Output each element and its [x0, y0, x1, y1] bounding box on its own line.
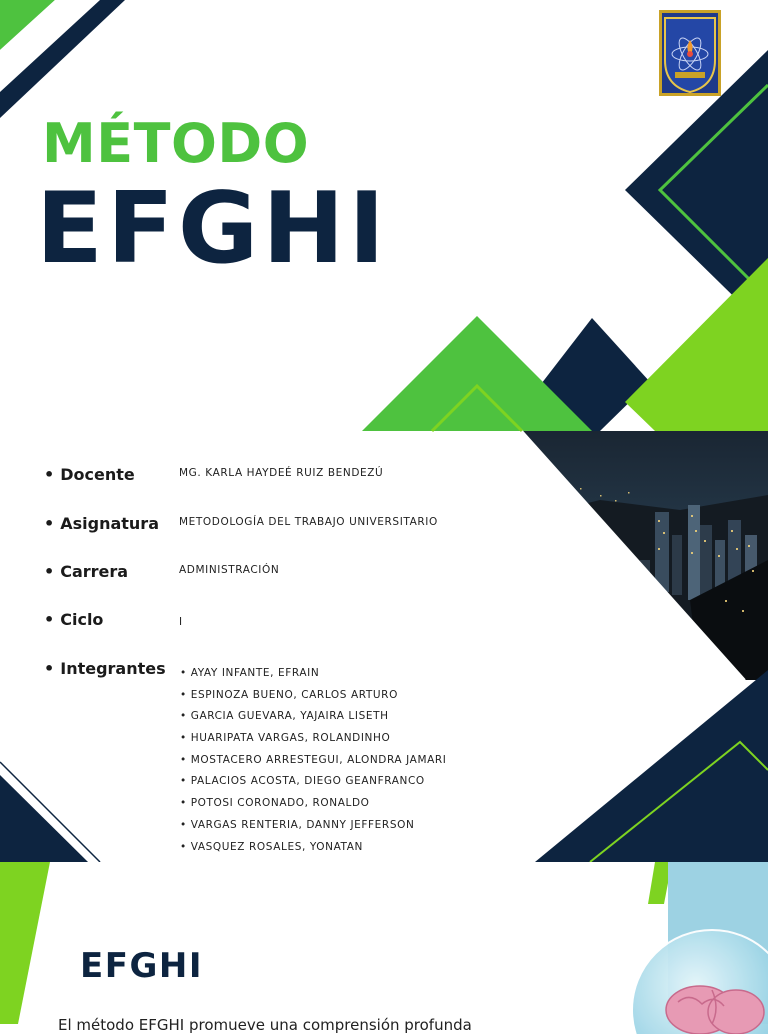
docente-label: • Docente	[44, 465, 174, 484]
list-item: • VARGAS RENTERIA, DANNY JEFFERSON	[180, 816, 446, 838]
list-item: • GARCIA GUEVARA, YAJAIRA LISETH	[180, 707, 446, 729]
ciclo-label: • Ciclo	[44, 610, 174, 629]
asignatura-value: METODOLOGÍA DEL TRABAJO UNIVERSITARIO	[179, 516, 438, 528]
content-page	[0, 862, 768, 1034]
carrera-value: ADMINISTRACIÓN	[179, 564, 280, 576]
left-lime-stripe	[0, 862, 50, 1024]
bottom-left-navy	[0, 775, 88, 862]
bottom-right-navy	[535, 670, 768, 862]
members-list	[180, 664, 446, 859]
asignatura-label: • Asignatura	[44, 514, 174, 533]
list-item: • HUARIPATA VARGAS, ROLANDINHO	[180, 729, 446, 751]
list-item: • PALACIOS ACOSTA, DIEGO GEANFRANCO	[180, 772, 446, 794]
section-text: El método EFGHI promueve una comprensión profunda	[58, 1016, 472, 1034]
list-item: • MOSTACERO ARRESTEGUI, ALONDRA JAMARI	[180, 751, 446, 773]
integrantes-label: • Integrantes	[44, 659, 174, 678]
city-night-photo	[520, 431, 768, 681]
title-metodo: MÉTODO	[42, 112, 310, 175]
carrera-label: • Carrera	[44, 562, 174, 581]
lime-triangle	[625, 258, 768, 431]
brain-icon	[666, 986, 764, 1034]
list-item: • AYAY INFANTE, EFRAIN	[180, 664, 446, 686]
list-item: • VASQUEZ ROSALES, YONATAN	[180, 838, 446, 860]
list-item: • POTOSI CORONADO, RONALDO	[180, 794, 446, 816]
ciclo-value: I	[179, 616, 183, 628]
section-heading: EFGHI	[80, 946, 203, 986]
page2-decoration	[0, 862, 768, 1024]
university-crest-icon	[659, 10, 721, 96]
list-item: • ESPINOZA BUENO, CARLOS ARTURO	[180, 686, 446, 708]
docente-value: MG. KARLA HAYDEÉ RUIZ BENDEZÚ	[179, 467, 384, 479]
title-efghi: EFGHI	[36, 172, 389, 286]
